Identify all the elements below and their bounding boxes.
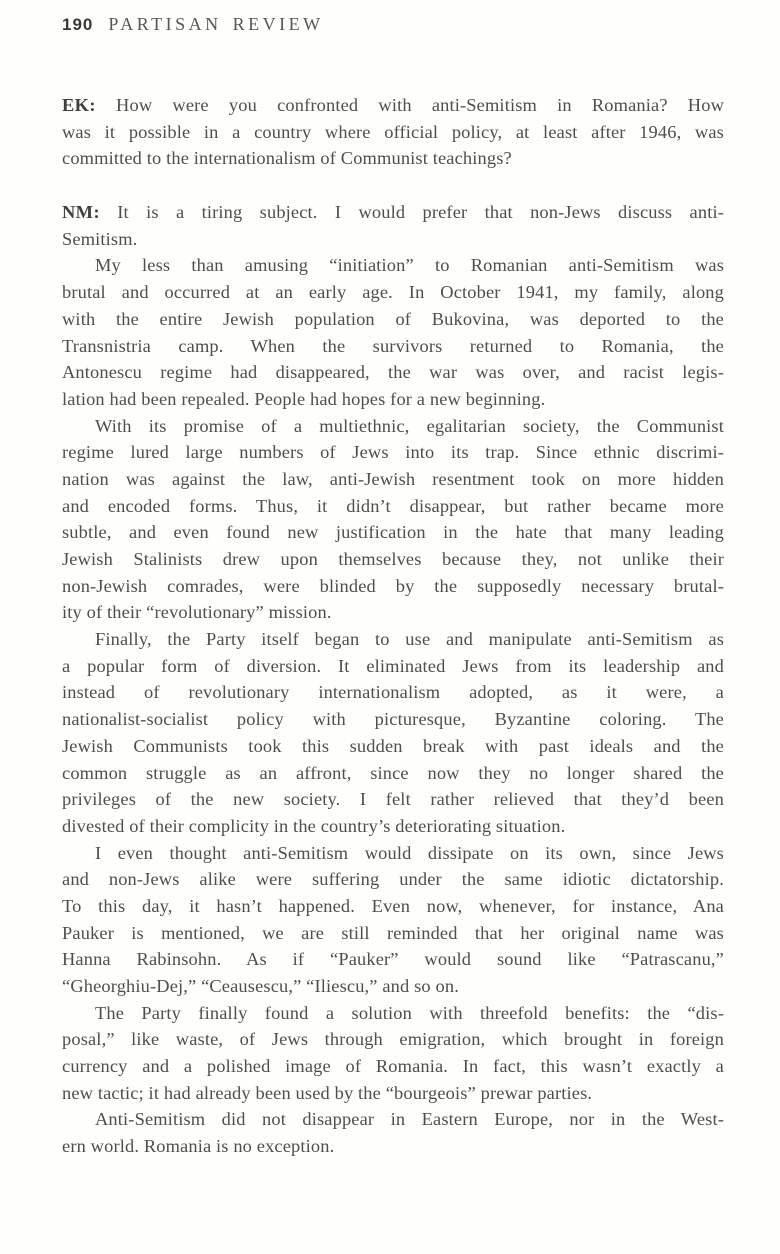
text-line: Transnistria camp. When the survivors returned to Romania, the: [62, 335, 724, 356]
speaker-label: EK:: [62, 95, 96, 115]
text-line: With its promise of a multiethnic, egalitarian society, the Communist: [95, 415, 724, 436]
text-line: divested of their complicity in the country’s deteriorating situation.: [62, 815, 566, 836]
text-line: and encoded forms. Thus, it didn’t disappear, but rather became more: [62, 495, 724, 516]
text-line: NM: It is a tiring subject. I would prefer that non-Jews discuss anti-: [62, 202, 724, 223]
text-line: currency and a polished image of Romania. In fact, this wasn’t exactly a: [62, 1056, 724, 1077]
text-line: Antonescu regime had disappeared, the war was over, and racist legis-: [62, 362, 724, 383]
text-line: Anti-Semitism did not disappear in Eastern Europe, nor in the West-: [95, 1109, 724, 1130]
text-line: subtle, and even found new justification in the hate that many leading: [62, 522, 724, 543]
text-line: brutal and occurred at an early age. In October 1941, my family, along: [62, 282, 724, 303]
text-line: Finally, the Party itself began to use and manipulate anti-Semitism as: [95, 629, 724, 650]
speaker-label: NM:: [62, 202, 100, 223]
text-line: nation was against the law, anti-Jewish resentment took on more hidden: [62, 468, 724, 489]
text-line: I even thought anti-Semitism would dissipate on its own, since Jews: [95, 842, 724, 863]
text-line: common struggle as an affront, since now they no longer shared the: [62, 762, 724, 783]
text-line: committed to the internationalism of Communist teachings?: [62, 148, 512, 169]
text-line: Semitism.: [62, 228, 138, 249]
text-line: nationalist-socialist policy with picturesque, Byzantine coloring. The: [62, 709, 724, 730]
text-line: “Gheorghiu-Dej,” “Ceausescu,” “Iliescu,” and so on.: [62, 976, 459, 996]
text-line: To this day, it hasn’t happened. Even now, whenever, for instance, Ana: [62, 895, 724, 916]
text-line: non-Jewish comrades, were blinded by the supposedly necessary brutal-: [62, 575, 724, 596]
text-line: posal,” like waste, of Jews through emigration, which brought in foreign: [62, 1029, 724, 1050]
running-head-title: PARTISAN REVIEW: [108, 14, 324, 34]
text-line: Jewish Stalinists drew upon themselves because they, not unlike their: [62, 549, 724, 569]
interview-text: [62, 92, 724, 1160]
text-line: ern world. Romania is no exception.: [62, 1136, 335, 1157]
text-line: with the entire Jewish population of Bukovina, was deported to the: [62, 308, 724, 329]
text-line: EK: How were you confronted with anti-Semitism in Romania? How: [62, 95, 724, 115]
text-line: Hanna Rabinsohn. As if “Pauker” would sound like “Patrascanu,”: [62, 949, 724, 970]
running-header: [62, 14, 724, 36]
text-line: was it possible in a country where official policy, at least after 1946, was: [62, 121, 724, 142]
text-line: My less than amusing “initiation” to Romanian anti-Semitism was: [95, 255, 724, 276]
text-line: and non-Jews alike were suffering under the same idiotic dictatorship.: [62, 869, 724, 890]
text-line: lation had been repealed. People had hopes for a new beginning.: [62, 388, 546, 409]
speech-block: [62, 199, 724, 1160]
text-line: new tactic; it had already been used by the “bourgeois” prewar parties.: [62, 1082, 593, 1103]
page-number: 190: [62, 15, 94, 34]
text-line: instead of revolutionary internationalism adopted, as it were, a: [62, 682, 724, 703]
text-line: Pauker is mentioned, we are still reminded that her original name was: [62, 922, 724, 943]
text-line: ity of their “revolutionary” mission.: [62, 602, 332, 623]
text-line: Jewish Communists took this sudden break with past ideals and the: [62, 735, 724, 756]
text-line: The Party finally found a solution with threefold benefits: the “dis-: [95, 1002, 724, 1023]
text-line: regime lured large numbers of Jews into its trap. Since ethnic discrimi-: [62, 442, 724, 463]
text-line: privileges of the new society. I felt rather relieved that they’d been: [62, 789, 724, 810]
text-line: a popular form of diversion. It eliminated Jews from its leadership and: [62, 655, 724, 676]
speech-block: [62, 92, 724, 172]
